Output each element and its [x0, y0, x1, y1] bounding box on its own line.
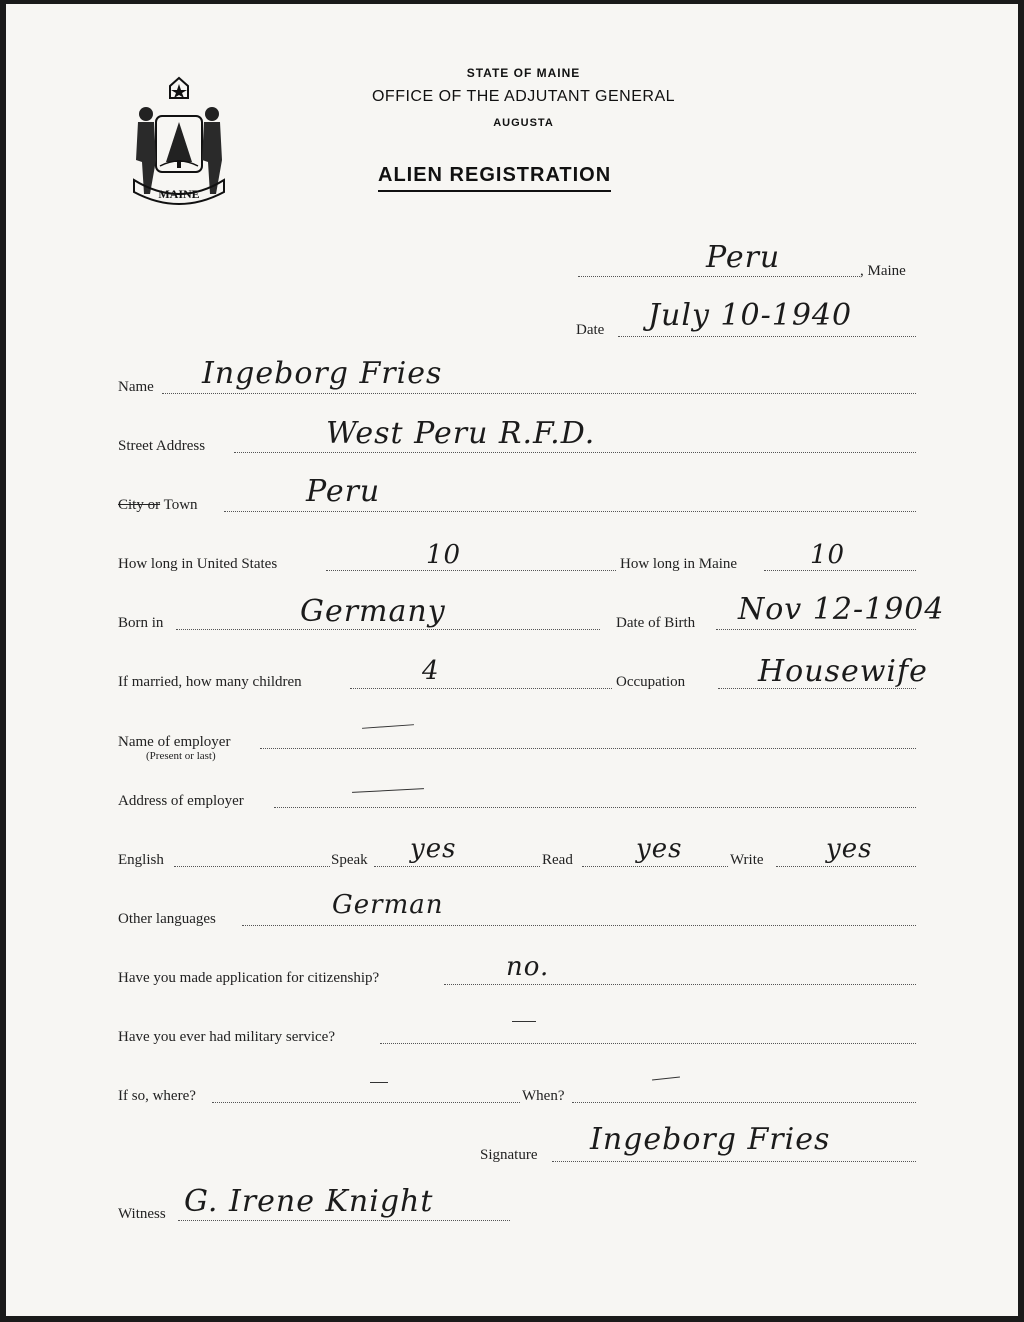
town-label — [118, 497, 198, 514]
employer-label: Name of employer — [118, 734, 231, 750]
seal-motto: MAINE — [158, 187, 200, 201]
town-value: Peru — [306, 474, 381, 509]
town-line — [224, 511, 916, 512]
name-label: Name — [118, 379, 154, 395]
write-line — [776, 866, 916, 867]
signature-line — [552, 1161, 916, 1162]
street-line — [234, 452, 916, 453]
us-label: How long in United States — [118, 556, 278, 572]
when-line — [572, 1102, 916, 1103]
employer-sublabel: (Present or last) — [146, 750, 216, 762]
us-line — [326, 570, 616, 571]
when-dash-mark — [652, 1077, 680, 1081]
dob-line — [716, 629, 916, 630]
employer-dash-mark — [362, 724, 414, 729]
english-line — [174, 866, 330, 867]
read-line — [582, 866, 728, 867]
office-heading: OFFICE OF THE ADJUTANT GENERAL — [371, 88, 676, 105]
military-dash-mark — [512, 1021, 536, 1022]
citizenship-line — [444, 984, 916, 985]
street-label: Street Address — [118, 438, 206, 454]
city-heading: AUGUSTA — [493, 117, 554, 129]
place-suffix: , Maine — [860, 263, 906, 279]
city-or-struck: City or — [118, 497, 161, 513]
write-value: yes — [826, 834, 873, 864]
date-value: July 10-1940 — [648, 298, 853, 333]
children-line — [350, 688, 612, 689]
signature-label: Signature — [480, 1147, 538, 1163]
state-heading: STATE OF MAINE — [466, 66, 581, 80]
name-line — [162, 393, 916, 394]
date-line — [618, 336, 916, 337]
date-label: Date — [576, 322, 605, 338]
born-value: Germany — [300, 594, 446, 629]
where-line — [212, 1102, 520, 1103]
maine-line — [764, 570, 916, 571]
read-label: Read — [542, 852, 573, 868]
name-value: Ingeborg Fries — [202, 356, 443, 391]
citizenship-value: no. — [506, 952, 550, 982]
speak-value: yes — [410, 834, 457, 864]
speak-label: Speak — [331, 852, 368, 868]
speak-line — [374, 866, 540, 867]
witness-value: G. Irene Knight — [184, 1184, 434, 1219]
born-label: Born in — [118, 615, 164, 631]
us-value: 10 — [426, 540, 462, 570]
dob-value: Nov 12-1904 — [738, 592, 945, 627]
employer-address-label: Address of employer — [118, 793, 244, 809]
occupation-value: Housewife — [758, 654, 928, 689]
occupation-label: Occupation — [616, 674, 686, 690]
write-label: Write — [730, 852, 764, 868]
employer-address-line — [274, 807, 916, 808]
town-label-text: Town — [160, 497, 198, 513]
military-label: Have you ever had military service? — [118, 1029, 335, 1045]
maine-value: 10 — [810, 540, 846, 570]
where-label: If so, where? — [118, 1088, 196, 1104]
registration-form-page — [6, 4, 1018, 1316]
dob-label: Date of Birth — [616, 615, 696, 631]
children-label: If married, how many children — [118, 674, 302, 690]
maine-label: How long in Maine — [620, 556, 738, 572]
employer-address-dash-mark — [352, 788, 424, 793]
signature-value: Ingeborg Fries — [590, 1122, 831, 1157]
street-value: West Peru R.F.D. — [326, 416, 596, 451]
born-line — [176, 629, 600, 630]
state-of-maine-seal — [126, 76, 232, 208]
witness-line — [178, 1220, 510, 1221]
employer-line — [260, 748, 916, 749]
when-label: When? — [522, 1088, 565, 1104]
read-value: yes — [636, 834, 683, 864]
citizenship-label: Have you made application for citizenship? — [118, 970, 380, 986]
form-title: ALIEN REGISTRATION — [378, 164, 611, 192]
witness-label: Witness — [118, 1206, 166, 1222]
other-languages-value: German — [332, 890, 444, 920]
english-label: English — [118, 852, 164, 868]
place-line — [578, 276, 860, 277]
children-value: 4 — [422, 656, 440, 686]
where-dash-mark — [370, 1082, 388, 1083]
other-languages-label: Other languages — [118, 911, 216, 927]
place-value: Peru — [706, 240, 781, 275]
other-languages-line — [242, 925, 916, 926]
military-line — [380, 1043, 916, 1044]
